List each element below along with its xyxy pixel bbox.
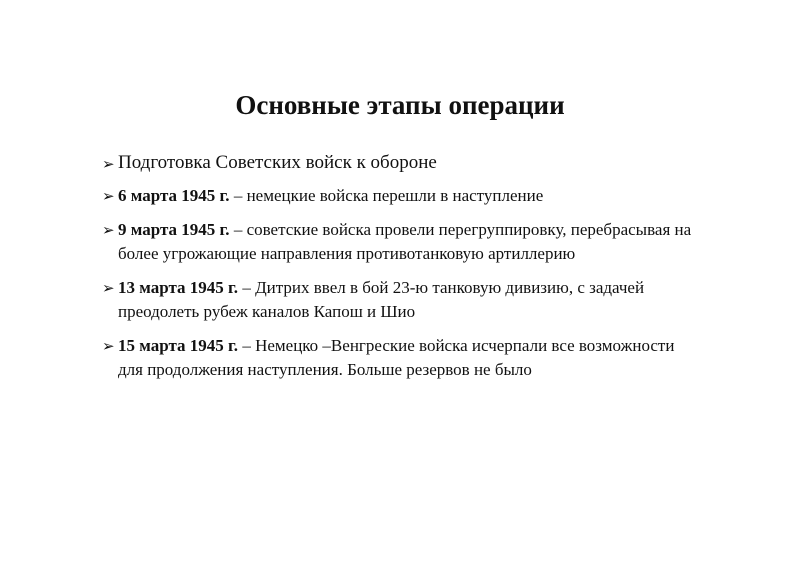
bullet-date: 15 марта 1945 г. <box>118 336 239 355</box>
arrowhead-bullet-icon: ➢ <box>102 155 115 173</box>
bullet-item-march-13 <box>102 276 692 324</box>
bullet-item-march-9 <box>102 218 692 266</box>
bullet-item-march-15 <box>102 334 692 382</box>
bullet-text: Подготовка Советских войск к обороне <box>118 152 437 173</box>
bullet-text: – Немецко –Венгреские войска исчерпали все возможности для продолжения наступления. Больше резервов не было <box>118 336 675 379</box>
bullet-text: – немецкие войска перешли в наступление <box>229 186 544 205</box>
arrowhead-bullet-icon: ➢ <box>102 187 115 205</box>
bullet-text: – советские войска провели перегруппировку, перебрасывая на более угрожающие направления противотанковую артиллерию <box>118 220 692 263</box>
bullet-text: – Дитрих ввел в бой 23-ю танковую дивизию, с задачей преодолеть рубеж каналов Капош и Шио <box>118 278 645 321</box>
bullet-date: 9 марта 1945 г. <box>118 220 230 239</box>
arrowhead-bullet-icon: ➢ <box>102 221 115 239</box>
bullet-date: 6 марта 1945 г. <box>118 186 230 205</box>
bullet-date: 13 марта 1945 г. <box>118 278 239 297</box>
arrowhead-bullet-icon: ➢ <box>102 337 115 355</box>
bullet-item-march-6 <box>102 184 692 208</box>
slide-title: Основные этапы операции <box>235 90 565 120</box>
bullet-item-preparation <box>102 150 692 176</box>
arrowhead-bullet-icon: ➢ <box>102 279 115 297</box>
bullet-list <box>102 150 692 392</box>
